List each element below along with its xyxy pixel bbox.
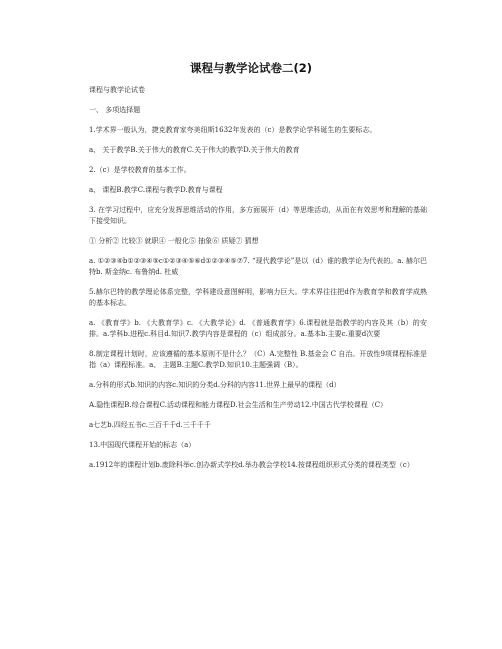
paragraph: ① 分析② 比较③ 就职④ 一般化⑤ 抽象⑥ 质疑⑦ 猜想 [89,237,259,245]
paragraph: 3. 在学习过程中，应充分发挥思维活动的作用，多方面展开（d）等思维活动，从而在有效思考和理解的基础下接受知识。 [89,206,427,225]
paragraph: 13.中国现代课程开始的标志（a） [89,441,196,449]
paragraph: a.1912年的课程计划b.废除科举c.创办新式学校d.举办教会学校14.按课程组织形式分类的课程类型（c） [89,461,414,469]
paragraph: A.隐性课程B.综合课程C.活动课程和能力课程D.社会生活和生产劳动12.中国古代学校课程（C） [89,401,388,409]
paragraph: 课程与教学论试卷 [89,86,145,94]
paragraph: a、 关于教学B.关于伟大的教育C.关于伟大的教学D.关于伟大的教育 [89,146,300,154]
paragraph: a. 《教育学》b. 《大教育学》c. 《大教学论》d. 《普通教育学》6.课程就是指教学的内容及其（b）的安排。a.学科b.进程c.科目d.知识7.教学内容是课程的（c）组成部分。a.基本b.主要c.重要d次要 [89,319,427,338]
paragraph: a、 课程B.教学C.课程与教学D.教育与课程 [89,186,223,194]
document-body [89,85,427,480]
section-heading: 一、 多项选择题 [89,106,141,114]
paragraph: a. ①②③④b①②③④⑤c①②③④⑤⑥d①②③④⑤⑦7. “现代教学论”是以（d）谁的教学论为代表的。a. 赫尔巴特b. 斯金纳c. 布鲁纳d. 杜威 [89,257,427,276]
paragraph: 1.学术界一般认为，捷克教育家夸美纽斯1632年发表的（c）是教学论学科诞生的生要标志。 [89,126,377,134]
paragraph: 5.赫尔巴特的教学理论体系完整，学科建设意图鲜明，影响力巨大。学术界往往把d作为教育学和教育学成熟的基本标志。 [89,288,427,307]
paragraph: 8.制定课程计划时，应该遵循的基本原则不是什么？（C）A.完整性 B.基金会 C 自治。开放性9项课程标准是指（a）课程标准。a、 主题B.主题C.教学D.知识10.主题强调（B）。 [89,350,427,369]
paragraph: a.分科的形式b.知识的内容c.知识的分类d.分科的内容11.世界上最早的课程（d） [89,381,341,389]
document-title: 课程与教学论试卷二(2) [189,61,312,75]
paragraph: a七艺b.四经五书c.三百千千d.三千千千 [89,421,211,429]
paragraph: 2.（c）是学校教育的基本工作。 [89,166,191,174]
